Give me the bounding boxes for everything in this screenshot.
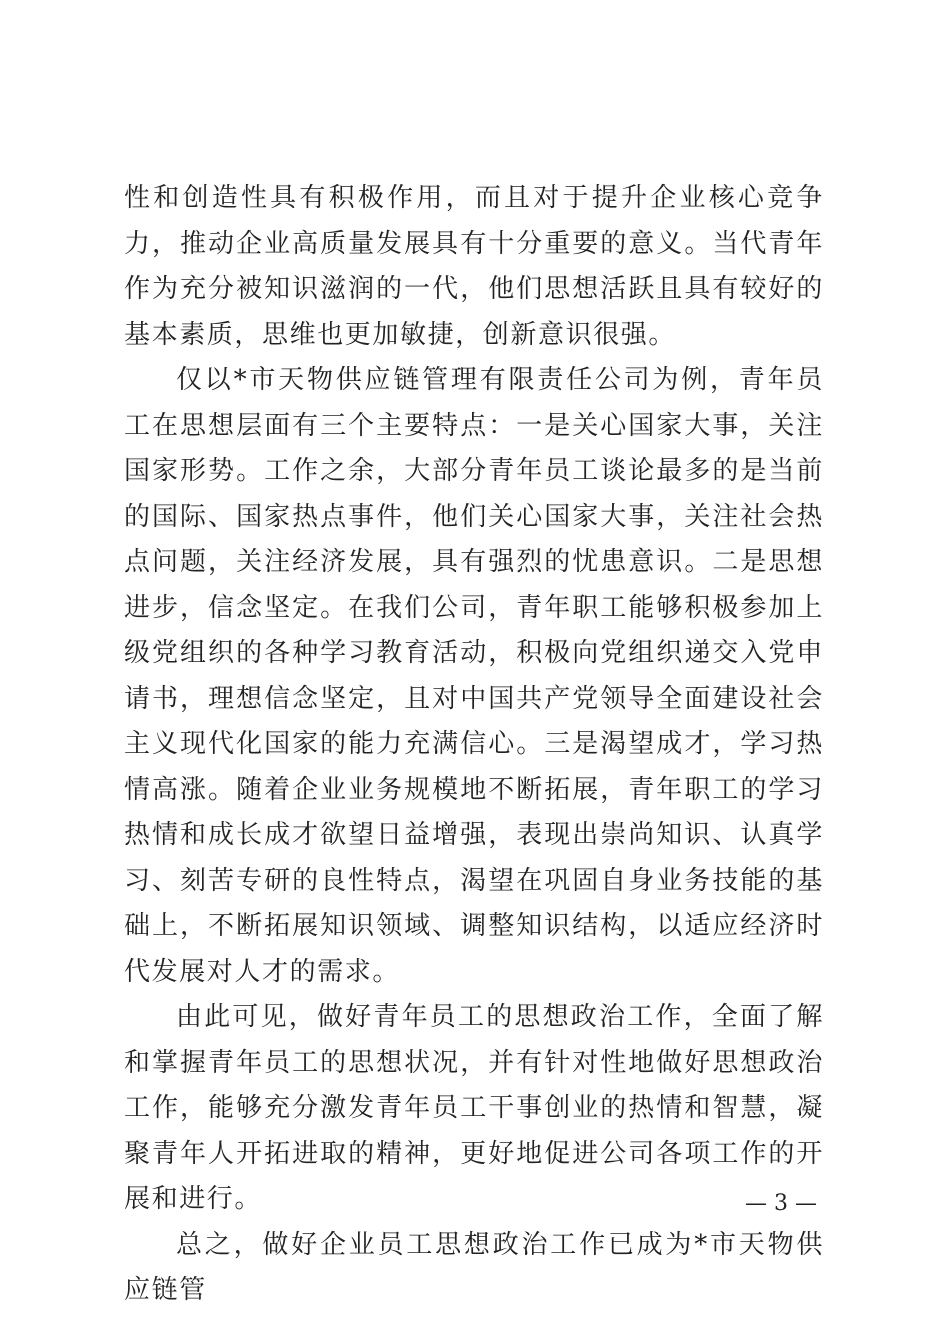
paragraph-3: 由此可见，做好青年员工的思想政治工作，全面了解和掌握青年员工的思想状况，并有针对性地做好思想政治工作，能够充分激发青年员工干事创业的热情和智慧，凝聚青年人开拓进取的精神，更好地促进公司各项工作的开展和进行。 [124, 1002, 824, 1214]
paragraph-4: 总之，做好企业员工思想政治工作已成为*市天物供应链管 [124, 1229, 824, 1305]
paragraph-1: 性和创造性具有积极作用，而且对于提升企业核心竞争力，推动企业高质量发展具有十分重要的意义。当代青年作为充分被知识滋润的一代，他们思想活跃且具有较好的基本素质，思维也更加敏捷，创新意识很强。 [124, 183, 824, 350]
paragraph-2: 仅以*市天物供应链管理有限责任公司为例，青年员工在思想层面有三个主要特点：一是关心国家大事，关注国家形势。工作之余，大部分青年员工谈论最多的是当前的国际、国家热点事件，他们关心国家大事，关注社会热点问题，关注经济发展，具有强烈的忧患意识。二是思想进步，信念坚定。在我们公司，青年职工能够积极参加上级党组织的各种学习教育活动，积极向党组织递交入党申请书，理想信念坚定，且对中国共产党领导全面建设社会主义现代化国家的能力充满信心。三是渴望成才，学习热情高涨。随着企业业务规模地不断拓展，青年职工的学习热情和成长成才欲望日益增强，表现出崇尚知识、认真学习、刻苦专研的良性特点，渴望在巩固自身业务技能的基础上，不断拓展知识领域、调整知识结构，以适应经济时代发展对人才的需求。 [124, 365, 824, 987]
document-body [124, 176, 824, 1314]
page-number: — 3 — [745, 1191, 817, 1216]
